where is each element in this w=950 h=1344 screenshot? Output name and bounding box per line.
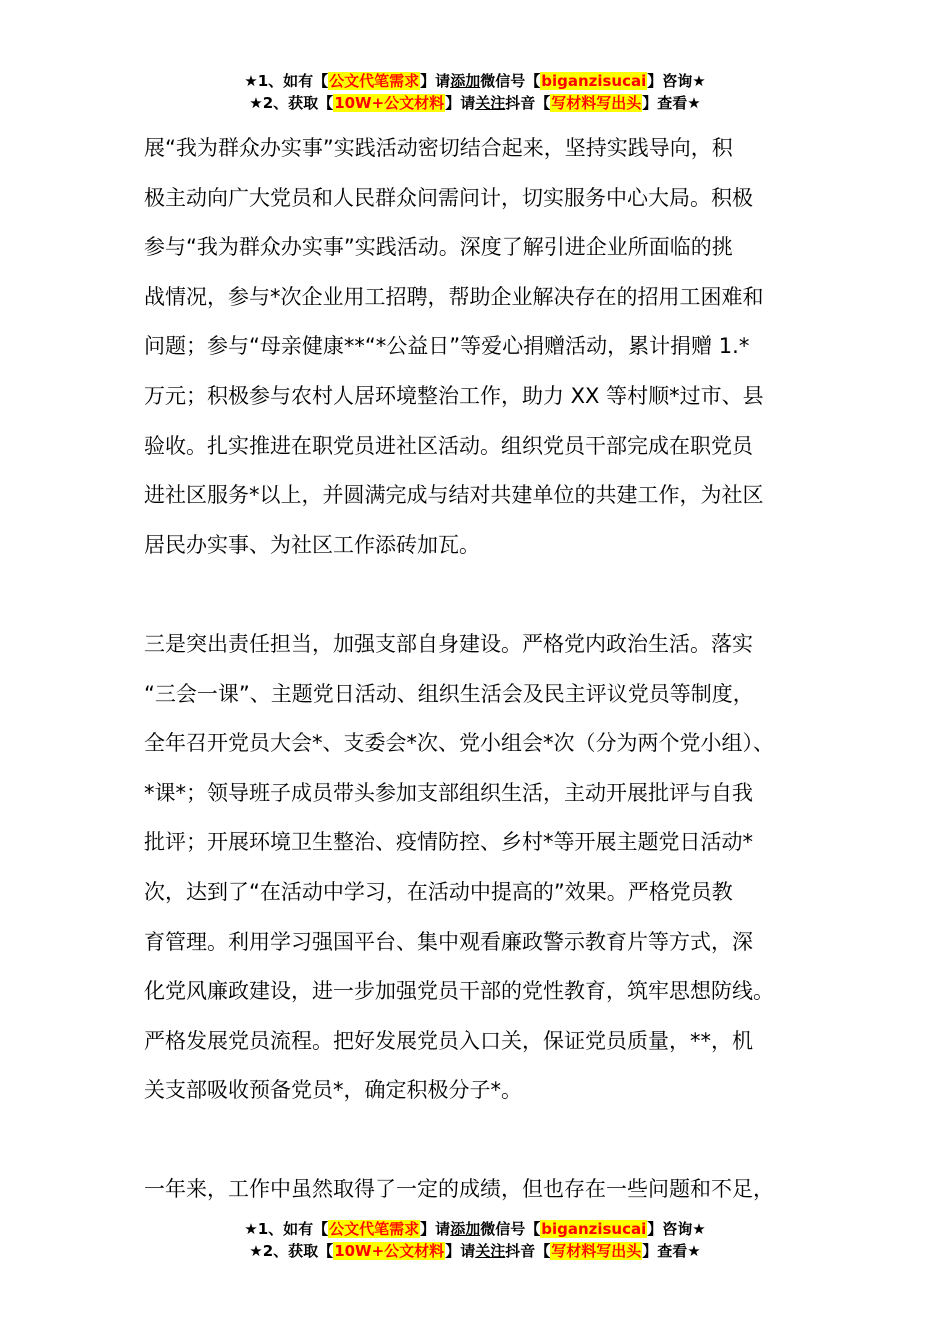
highlight-service: 公文代笔需求 bbox=[329, 1220, 420, 1238]
text-line: 三是突出责任担当，加强支部自身建设。严格党内政治生活。落实 bbox=[144, 631, 753, 656]
text-line: 化党风廉政建设，进一步加强党员干部的党性教育，筑牢思想防线。 bbox=[144, 979, 774, 1004]
document-body bbox=[144, 124, 834, 1215]
highlight-service: 公文代笔需求 bbox=[329, 72, 420, 90]
paragraph-1 bbox=[144, 124, 834, 570]
banner-text: 抖音【 bbox=[505, 1242, 551, 1260]
text-line: 严格发展党员流程。把好发展党员入口关，保证党员质量，**，机 bbox=[144, 1028, 753, 1053]
text-line: “三会一课”、主题党日活动、组织生活会及民主评议党员等制度， bbox=[144, 681, 754, 706]
underlined-text: 添加 bbox=[450, 1220, 481, 1238]
banner-text: ★1、如有【 bbox=[244, 72, 329, 90]
highlight-douyin: 写材料写出头 bbox=[551, 94, 642, 112]
text-line: *课*；领导班子成员带头参加支部组织生活，主动开展批评与自我 bbox=[144, 780, 753, 805]
highlight-materials: 10W+公文材料 bbox=[334, 1242, 445, 1260]
banner-line-1 bbox=[0, 70, 950, 92]
text-line: 展“我为群众办实事”实践活动密切结合起来，坚持实践导向，积 bbox=[144, 136, 733, 160]
paragraph-spacer bbox=[144, 570, 834, 620]
paragraph-3 bbox=[144, 1165, 834, 1215]
banner-text: 】查看★ bbox=[642, 94, 701, 112]
text-line: 战情况，参与*次企业用工招聘，帮助企业解决存在的招用工困难和 bbox=[144, 284, 764, 309]
banner-line-2 bbox=[0, 1240, 950, 1262]
highlight-wechat-id: biganzisucai bbox=[541, 1220, 647, 1238]
text-line: 全年召开党员大会*、支委会*次、党小组会*次（分为两个党小组）、 bbox=[144, 731, 774, 756]
underlined-text: 关注 bbox=[475, 94, 506, 112]
banner-text: 】请 bbox=[420, 72, 451, 90]
text-line: 极主动向广大党员和人民群众问需问计，切实服务中心大局。积极 bbox=[144, 185, 753, 210]
text-line: 万元；积极参与农村人居环境整治工作，助力 XX 等村顺*过市、县 bbox=[144, 383, 764, 408]
banner-text: 】请 bbox=[445, 1242, 476, 1260]
text-line: 居民办实事、为社区工作添砖加瓦。 bbox=[144, 532, 480, 557]
banner-text: 】咨询★ bbox=[647, 1220, 706, 1238]
header-banner bbox=[0, 70, 950, 114]
banner-text: ★2、获取【 bbox=[249, 1242, 334, 1260]
banner-line-2 bbox=[0, 92, 950, 114]
underlined-text: 添加 bbox=[450, 72, 481, 90]
paragraph-spacer bbox=[144, 1116, 834, 1166]
banner-text: 微信号【 bbox=[480, 72, 541, 90]
banner-text: ★1、如有【 bbox=[244, 1220, 329, 1238]
banner-line-1 bbox=[0, 1218, 950, 1240]
underlined-text: 关注 bbox=[475, 1242, 506, 1260]
text-line: 育管理。利用学习强国平台、集中观看廉政警示教育片等方式，深 bbox=[144, 929, 753, 954]
banner-text: 】查看★ bbox=[642, 1242, 701, 1260]
banner-text: ★2、获取【 bbox=[249, 94, 334, 112]
highlight-materials: 10W+公文材料 bbox=[334, 94, 445, 112]
banner-text: 微信号【 bbox=[480, 1220, 541, 1238]
text-line: 次，达到了“在活动中学习，在活动中提高的”效果。严格党员教 bbox=[144, 879, 733, 904]
text-line: 进社区服务*以上，并圆满完成与结对共建单位的共建工作，为社区 bbox=[144, 483, 764, 508]
footer-banner bbox=[0, 1218, 950, 1262]
highlight-douyin: 写材料写出头 bbox=[551, 1242, 642, 1260]
banner-text: 】咨询★ bbox=[647, 72, 706, 90]
text-line: 批评；开展环境卫生整治、疫情防控、乡村*等开展主题党日活动* bbox=[144, 830, 753, 855]
paragraph-2 bbox=[144, 620, 834, 1116]
highlight-wechat-id: biganzisucai bbox=[541, 72, 647, 90]
banner-text: 】请 bbox=[445, 94, 476, 112]
text-line: 验收。扎实推进在职党员进社区活动。组织党员干部完成在职党员 bbox=[144, 433, 753, 458]
text-line: 参与“我为群众办实事”实践活动。深度了解引进企业所面临的挑 bbox=[144, 235, 733, 260]
text-line: 问题；参与“母亲健康**“*公益日”等爱心捐赠活动，累计捐赠 1.* bbox=[144, 334, 750, 359]
banner-text: 】请 bbox=[420, 1220, 451, 1238]
banner-text: 抖音【 bbox=[505, 94, 551, 112]
text-line: 一年来，工作中虽然取得了一定的成绩，但也存在一些问题和不足， bbox=[144, 1177, 774, 1202]
text-line: 关支部吸收预备党员*，确定积极分子*。 bbox=[144, 1078, 522, 1103]
